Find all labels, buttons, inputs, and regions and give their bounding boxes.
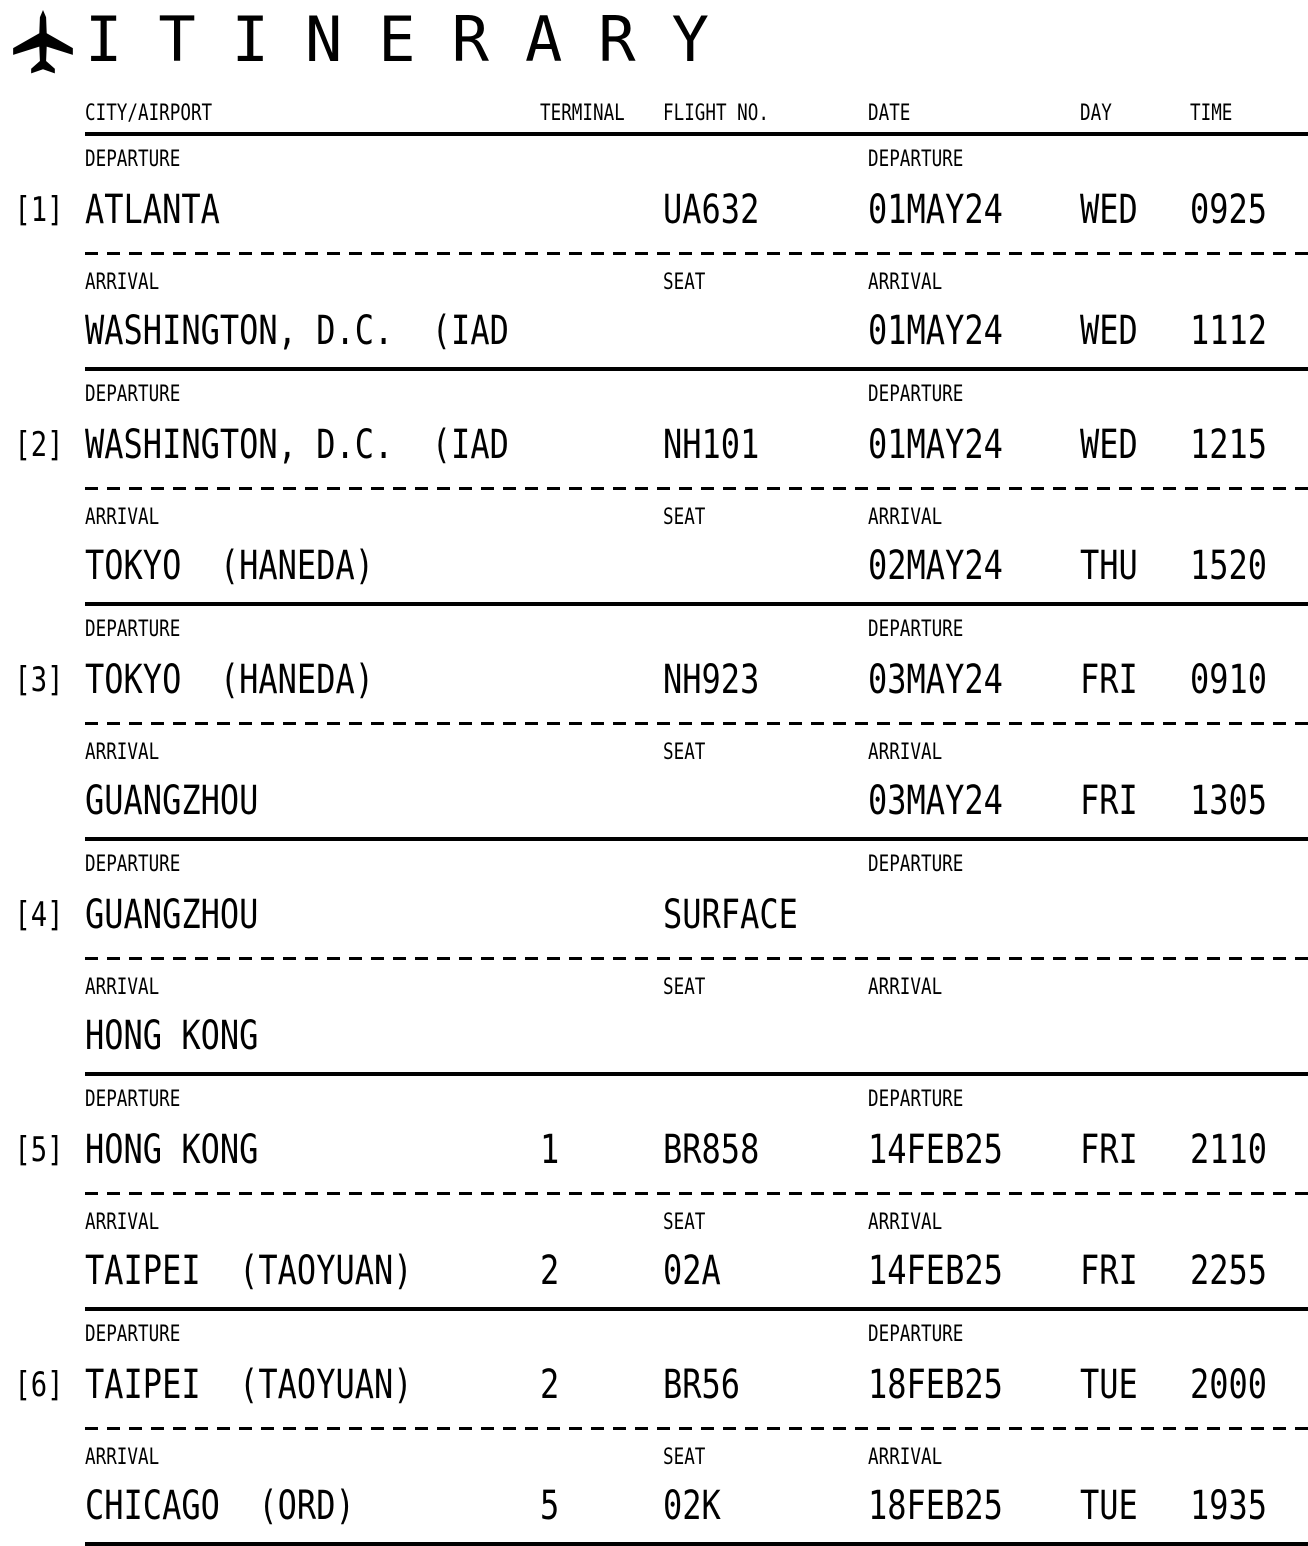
itinerary-segment bbox=[0, 1076, 1308, 1311]
departure-time: 0925 bbox=[1190, 187, 1268, 233]
departure-data-row bbox=[0, 891, 1308, 939]
arrival-terminal: 2 bbox=[540, 1248, 560, 1294]
arrival-time: 1112 bbox=[1190, 308, 1268, 354]
departure-terminal: 1 bbox=[540, 1127, 560, 1173]
seat-number: 02K bbox=[663, 1483, 721, 1529]
departure-data-row bbox=[0, 656, 1308, 704]
arrival-data-row bbox=[0, 542, 1308, 590]
arrival-terminal: 5 bbox=[540, 1483, 560, 1529]
departure-time: 0910 bbox=[1190, 657, 1268, 703]
departure-terminal bbox=[540, 450, 663, 469]
seat-label: SEAT bbox=[663, 1210, 706, 1235]
flight-number: BR858 bbox=[663, 1127, 760, 1173]
departure-time: 2000 bbox=[1190, 1362, 1268, 1408]
arrival-data-row bbox=[0, 777, 1308, 825]
departure-label: DEPARTURE bbox=[85, 1322, 181, 1347]
itinerary-segment bbox=[0, 841, 1308, 1076]
departure-city: TOKYO (HANEDA) bbox=[85, 657, 374, 703]
departure-terminal: 2 bbox=[540, 1362, 560, 1408]
seat-label: SEAT bbox=[663, 505, 706, 530]
departure-date bbox=[868, 920, 1080, 939]
arrival-time: 1520 bbox=[1190, 543, 1268, 589]
departure-label: DEPARTURE bbox=[868, 852, 964, 877]
arrival-date: 02MAY24 bbox=[868, 543, 1003, 589]
departure-label: DEPARTURE bbox=[85, 617, 181, 642]
departure-day: TUE bbox=[1080, 1362, 1138, 1408]
seat-label: SEAT bbox=[663, 740, 706, 765]
flight-number: NH923 bbox=[663, 657, 760, 703]
arrival-time: 1305 bbox=[1190, 778, 1268, 824]
arrival-label-row bbox=[0, 255, 1308, 295]
departure-day: WED bbox=[1080, 187, 1138, 233]
arrival-time bbox=[1190, 1041, 1308, 1060]
itinerary-segment bbox=[0, 371, 1308, 606]
departure-city: GUANGZHOU bbox=[85, 892, 259, 938]
arrival-date: 14FEB25 bbox=[868, 1248, 1003, 1294]
departure-date: 01MAY24 bbox=[868, 187, 1003, 233]
arrival-label-row bbox=[0, 490, 1308, 530]
arrival-label: ARRIVAL bbox=[85, 1210, 160, 1235]
departure-label-row bbox=[0, 1311, 1308, 1347]
flight-number: SURFACE bbox=[663, 892, 798, 938]
flight-number: UA632 bbox=[663, 187, 760, 233]
departure-label: DEPARTURE bbox=[85, 852, 181, 877]
departure-data-row bbox=[0, 1126, 1308, 1174]
seat-label: SEAT bbox=[663, 1445, 706, 1470]
arrival-time: 1935 bbox=[1190, 1483, 1268, 1529]
arrival-date bbox=[868, 1041, 1080, 1060]
arrival-data-row bbox=[0, 1012, 1308, 1060]
departure-time: 2110 bbox=[1190, 1127, 1268, 1173]
itinerary-segments bbox=[0, 136, 1308, 1546]
arrival-label: ARRIVAL bbox=[868, 740, 943, 765]
arrival-date: 03MAY24 bbox=[868, 778, 1003, 824]
arrival-label: ARRIVAL bbox=[868, 975, 943, 1000]
arrival-label: ARRIVAL bbox=[868, 270, 943, 295]
seat-number bbox=[663, 336, 868, 355]
arrival-label: ARRIVAL bbox=[85, 740, 160, 765]
departure-label: DEPARTURE bbox=[85, 382, 181, 407]
arrival-city: TOKYO (HANEDA) bbox=[85, 543, 374, 589]
arrival-data-row bbox=[0, 1482, 1308, 1530]
seat-number bbox=[663, 1041, 868, 1060]
departure-city: TAIPEI (TAOYUAN) bbox=[85, 1362, 413, 1408]
departure-city: WASHINGTON, D.C. (IAD bbox=[85, 422, 509, 468]
departure-terminal bbox=[540, 920, 663, 939]
arrival-terminal bbox=[540, 806, 663, 825]
segment-index: [1] bbox=[14, 190, 64, 230]
seat-label: SEAT bbox=[663, 975, 706, 1000]
departure-label: DEPARTURE bbox=[868, 617, 964, 642]
arrival-data-row bbox=[0, 307, 1308, 355]
column-city-airport: CITY/AIRPORT bbox=[85, 101, 213, 126]
departure-time bbox=[1190, 920, 1308, 939]
arrival-label-row bbox=[0, 725, 1308, 765]
arrival-city: CHICAGO (ORD) bbox=[85, 1483, 355, 1529]
departure-day bbox=[1080, 920, 1190, 939]
flight-number: NH101 bbox=[663, 422, 760, 468]
arrival-label: ARRIVAL bbox=[85, 505, 160, 530]
arrival-day: TUE bbox=[1080, 1483, 1138, 1529]
departure-date: 03MAY24 bbox=[868, 657, 1003, 703]
arrival-label-row bbox=[0, 1195, 1308, 1235]
arrival-city: HONG KONG bbox=[85, 1013, 259, 1059]
departure-label: DEPARTURE bbox=[868, 147, 964, 172]
arrival-date: 01MAY24 bbox=[868, 308, 1003, 354]
departure-city: HONG KONG bbox=[85, 1127, 259, 1173]
arrival-day: FRI bbox=[1080, 778, 1138, 824]
departure-city: ATLANTA bbox=[85, 187, 220, 233]
seat-number bbox=[663, 806, 868, 825]
departure-time: 1215 bbox=[1190, 422, 1268, 468]
arrival-label: ARRIVAL bbox=[85, 1445, 160, 1470]
departure-day: FRI bbox=[1080, 1127, 1138, 1173]
departure-label-row bbox=[0, 1076, 1308, 1112]
arrival-day: THU bbox=[1080, 543, 1138, 589]
arrival-label-row bbox=[0, 960, 1308, 1000]
arrival-city: TAIPEI (TAOYUAN) bbox=[85, 1248, 413, 1294]
segment-index: [6] bbox=[14, 1365, 64, 1405]
arrival-day: FRI bbox=[1080, 1248, 1138, 1294]
seat-number: 02A bbox=[663, 1248, 721, 1294]
departure-terminal bbox=[540, 215, 663, 234]
arrival-terminal bbox=[540, 336, 663, 355]
arrival-label-row bbox=[0, 1430, 1308, 1470]
segment-solid-divider bbox=[85, 1542, 1308, 1546]
column-terminal: TERMINAL bbox=[540, 101, 625, 126]
seat-number bbox=[663, 571, 868, 590]
departure-label-row bbox=[0, 606, 1308, 642]
departure-data-row bbox=[0, 1361, 1308, 1409]
segment-index: [3] bbox=[14, 660, 64, 700]
itinerary-segment bbox=[0, 1311, 1308, 1546]
departure-label-row bbox=[0, 841, 1308, 877]
departure-label: DEPARTURE bbox=[868, 1322, 964, 1347]
column-day: DAY bbox=[1080, 101, 1112, 126]
column-time: TIME bbox=[1190, 101, 1233, 126]
departure-label: DEPARTURE bbox=[868, 1087, 964, 1112]
airplane-icon bbox=[0, 4, 85, 78]
itinerary-segment bbox=[0, 606, 1308, 841]
departure-label: DEPARTURE bbox=[868, 382, 964, 407]
flight-number: BR56 bbox=[663, 1362, 741, 1408]
arrival-label: ARRIVAL bbox=[85, 975, 160, 1000]
arrival-date: 18FEB25 bbox=[868, 1483, 1003, 1529]
arrival-day: WED bbox=[1080, 308, 1138, 354]
arrival-label: ARRIVAL bbox=[85, 270, 160, 295]
masthead bbox=[0, 0, 1308, 86]
column-date: DATE bbox=[868, 101, 911, 126]
departure-label: DEPARTURE bbox=[85, 1087, 181, 1112]
column-flight-no: FLIGHT NO. bbox=[663, 101, 769, 126]
arrival-label: ARRIVAL bbox=[868, 1210, 943, 1235]
departure-label-row bbox=[0, 371, 1308, 407]
departure-day: WED bbox=[1080, 422, 1138, 468]
arrival-city: GUANGZHOU bbox=[85, 778, 259, 824]
segment-index: [4] bbox=[14, 895, 64, 935]
segment-index: [5] bbox=[14, 1130, 64, 1170]
arrival-city: WASHINGTON, D.C. (IAD bbox=[85, 308, 509, 354]
departure-date: 14FEB25 bbox=[868, 1127, 1003, 1173]
arrival-label: ARRIVAL bbox=[868, 1445, 943, 1470]
departure-terminal bbox=[540, 685, 663, 704]
arrival-time: 2255 bbox=[1190, 1248, 1268, 1294]
departure-data-row bbox=[0, 186, 1308, 234]
segment-index: [2] bbox=[14, 425, 64, 465]
departure-day: FRI bbox=[1080, 657, 1138, 703]
departure-label: DEPARTURE bbox=[85, 147, 181, 172]
departure-date: 18FEB25 bbox=[868, 1362, 1003, 1408]
departure-data-row bbox=[0, 421, 1308, 469]
arrival-data-row bbox=[0, 1247, 1308, 1295]
arrival-day bbox=[1080, 1041, 1190, 1060]
arrival-terminal bbox=[540, 1041, 663, 1060]
arrival-label: ARRIVAL bbox=[868, 505, 943, 530]
arrival-terminal bbox=[540, 571, 663, 590]
column-header-row bbox=[0, 100, 1308, 126]
seat-label: SEAT bbox=[663, 270, 706, 295]
page-title: ITINERARY bbox=[85, 3, 745, 76]
itinerary-segment bbox=[0, 136, 1308, 371]
departure-date: 01MAY24 bbox=[868, 422, 1003, 468]
departure-label-row bbox=[0, 136, 1308, 172]
